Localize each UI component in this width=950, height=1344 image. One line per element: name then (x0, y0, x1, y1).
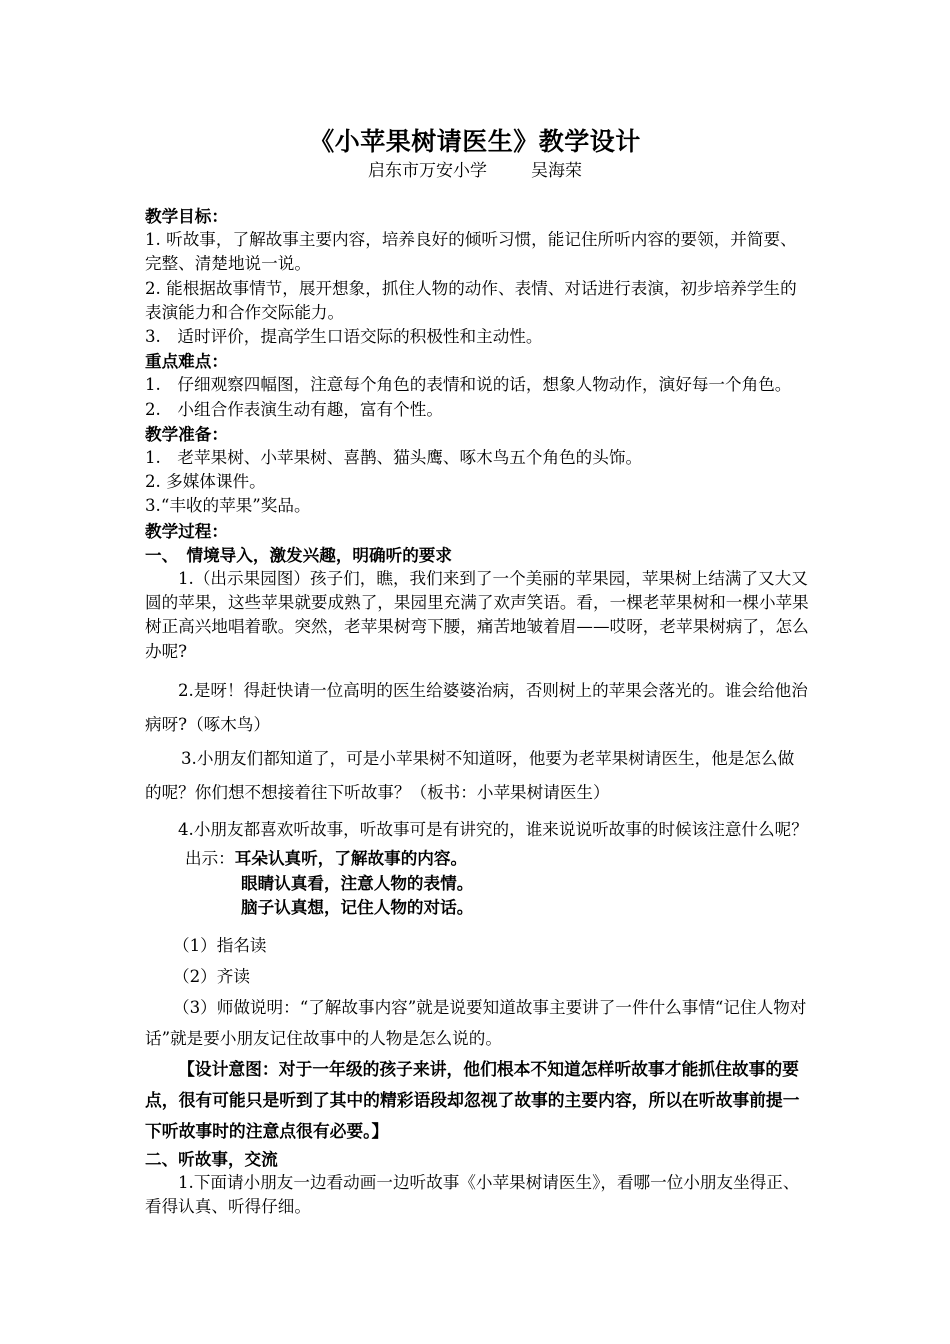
section-1-paragraph: 4.小朋友都喜欢听故事，听故事可是有讲究的，谁来说说听故事的时候该注意什么呢？ (178, 819, 808, 839)
author-name: 吴海荣 (531, 161, 582, 181)
show-label: 出示： (185, 849, 235, 869)
section-1-paragraph: 1.（出示果园图）孩子们，瞧，我们来到了一个美丽的苹果园，苹果树上结满了又大又圆的苹果，这些苹果就要成熟了，果园里充满了欢声笑语。看，一棵老苹果树和一棵小苹果树正高兴地唱着歌。突然，老苹果树弯下腰，痛苦地皱着眉——哎呀，老苹果树病了，怎么办呢? (145, 569, 809, 661)
section-1-paragraph: 3.小朋友们都知道了，可是小苹果树不知道呀，他要为老苹果树请医生，他是怎么做的呢？你们想不想接着往下听故事？（板书：小苹果树请医生） (145, 748, 795, 802)
process-heading: 教学过程： (145, 520, 228, 541)
requirement-line: 耳朵认真听，了解故事的内容。 (234, 848, 468, 869)
goals-heading: 教学目标： (145, 206, 228, 226)
section-2-heading: 二、听故事，交流 (145, 1148, 278, 1169)
goal-item: 1. 听故事，了解故事主要内容，培养良好的倾听习惯，能记住所听内容的要领，并简要、完整、清楚地说一说。 (145, 230, 797, 274)
step-item: （1）指名读 (173, 935, 267, 955)
goal-item: 2. 能根据故事情节，展开想象，抓住人物的动作、表情、对话进行表演，初步培养学生的表演能力和合作交际能力。 (145, 278, 797, 322)
step-item: （3）师做说明：“了解故事内容”就是说要知道故事主要讲了一件什么事情“记住人物对话”就是要小朋友记住故事中的人物是怎么说的。 (145, 997, 807, 1048)
step-item: （2）齐读 (173, 966, 250, 986)
requirement-line: 脑子认真想，记住人物的对话。 (241, 897, 474, 918)
prep-item: 1. 老苹果树、小苹果树、喜鹊、猫头鹰、啄木鸟五个角色的头饰。 (145, 448, 643, 468)
prep-item: 3.“丰收的苹果”奖品。 (145, 496, 311, 516)
goal-item: 3. 适时评价，提高学生口语交际的积极性和主动性。 (145, 327, 543, 347)
document-body (145, 204, 810, 1219)
design-intent-note: 【设计意图：对于一年级的孩子来讲，他们根本不知道怎样听故事才能抓住故事的要点，很有可能只是听到了其中的精彩语段却忽视了故事的主要内容，所以在听故事前提一下听故事时的注意点很有必要。】 (145, 1058, 800, 1141)
key-point-item: 2. 小组合作表演生动有趣，富有个性。 (145, 399, 443, 419)
requirement-line: 眼睛认真看，注意人物的表情。 (241, 873, 474, 894)
section-1-heading: 一、 情境导入，激发兴趣，明确听的要求 (145, 544, 452, 565)
section-1-paragraph: 2.是呀！得赶快请一位高明的医生给婆婆治病，否则树上的苹果会落光的。谁会给他治病呀?（啄木鸟） (145, 680, 808, 734)
prep-heading: 教学准备： (145, 423, 228, 444)
section-2-paragraph: 1.下面请小朋友一边看动画一边听故事《小苹果树请医生》，看哪一位小朋友坐得正、看得认真、听得仔细。 (145, 1172, 800, 1217)
school-name: 启东市万安小学 (368, 161, 487, 181)
show-requirements (185, 846, 810, 920)
document-title: 《小苹果树请医生》教学设计 (309, 127, 641, 156)
key-points-heading: 重点难点： (145, 351, 228, 372)
author-line (0, 156, 950, 181)
prep-item: 2. 多媒体课件。 (145, 472, 266, 492)
key-point-item: 1. 仔细观察四幅图，注意每个角色的表情和说的话，想象人物动作，演好每一个角色。 (145, 375, 792, 395)
